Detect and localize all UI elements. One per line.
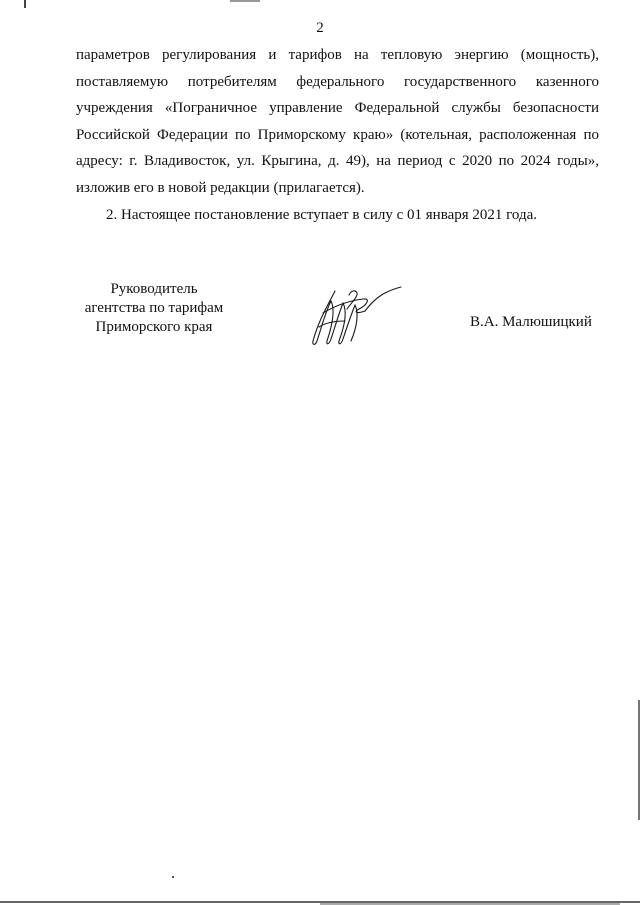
- signatory-title-line: агентства по тарифам: [84, 300, 224, 316]
- paragraph-line: Российской Федерации по Приморскому краю» (котельная, расположенная по: [76, 126, 599, 143]
- paragraph-line: параметров регулирования и тарифов на тепловую энергию (мощность),: [76, 47, 599, 63]
- paragraph-2: 2. Настоящее постановление вступает в силу с 01 января 2021 года.: [106, 207, 538, 223]
- signatory-title-line: Руководитель: [110, 281, 198, 297]
- paragraph-line: учреждения «Пограничное управление Федеральной службы безопасности: [76, 100, 599, 117]
- scan-edge-mark: [24, 0, 26, 8]
- paragraph-line: изложив его в новой редакции (прилагается).: [76, 179, 365, 196]
- paragraph-line: адресу: г. Владивосток, ул. Крыгина, д. 49), на период с 2020 по 2024 годы»,: [76, 153, 599, 170]
- page-number: 2: [316, 20, 324, 36]
- handwritten-signature-icon: [305, 283, 405, 354]
- paragraph-line: поставляемую потребителям федерального государственного казенного: [76, 73, 599, 90]
- signatory-title: [74, 280, 234, 337]
- paragraph-1: [76, 42, 599, 202]
- scan-speck: [172, 876, 174, 878]
- signer-name: В.А. Малюшицкий: [470, 314, 592, 330]
- signatory-title-line: Приморского края: [95, 319, 213, 335]
- scan-edge-mark: [230, 0, 260, 2]
